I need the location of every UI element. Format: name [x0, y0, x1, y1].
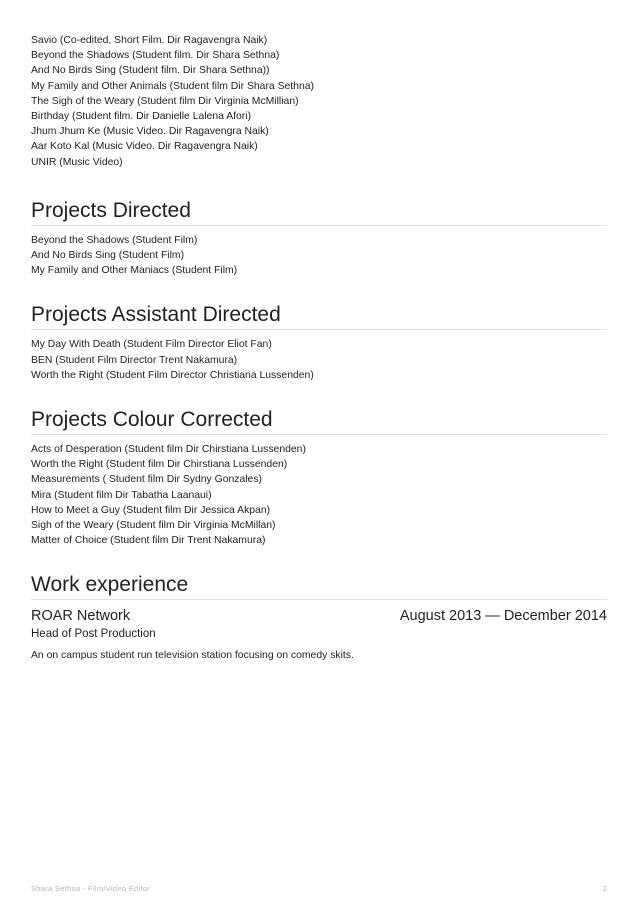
list-item: My Family and Other Maniacs (Student Film): [31, 265, 238, 277]
list-item: UNIR (Music Video): [31, 156, 123, 168]
assistant-directed-list: [31, 337, 607, 383]
footer-title: Shara Sethna - Film/Video Editor: [31, 884, 151, 893]
list-item: Beyond the Shadows (Student film. Dir Shara Sethna): [31, 50, 280, 62]
list-item: Worth the Right (Student film Dir Chirstiana Lussenden): [31, 459, 288, 471]
list-item: Matter of Choice (Student film Dir Trent Nakamura): [31, 535, 266, 547]
list-item: Mira (Student film Dir Tabatha Laanaui): [31, 489, 212, 501]
section-title: Work experience: [31, 573, 607, 600]
list-item: Savio (Co-edited, Short Film. Dir Ragavengra Naik): [31, 35, 268, 46]
list-item: Birthday (Student film. Dir Danielle Lalena Afori): [31, 111, 252, 123]
colour-corrected-list: [31, 442, 607, 548]
job-header: [31, 607, 607, 625]
list-item: Beyond the Shadows (Student Film): [31, 234, 198, 246]
list-item: My Family and Other Animals (Student film Dir Shara Sethna): [31, 80, 314, 92]
projects-directed-section: [31, 199, 607, 279]
job-dates: August 2013 — December 2014: [399, 608, 607, 625]
section-title: Projects Directed: [31, 199, 607, 226]
list-item: Jhum Jhum Ke (Music Video. Dir Ragavengra Naik): [31, 126, 269, 138]
job-company: ROAR Network: [31, 608, 131, 625]
page-number: 2: [602, 884, 607, 893]
list-item: Acts of Desperation (Student film Dir Chirstiana Lussenden): [31, 444, 306, 456]
list-item: Worth the Right (Student Film Director Christiana Lussenden): [31, 369, 314, 381]
work-experience-section: [31, 573, 607, 663]
projects-assistant-directed-section: [31, 303, 607, 383]
edited-projects-list: [31, 33, 607, 170]
page-footer: [31, 884, 607, 893]
list-item: And No Birds Sing (Student film. Dir Shara Sethna)): [31, 65, 270, 77]
section-title: Projects Assistant Directed: [31, 303, 607, 330]
directed-list: [31, 233, 607, 279]
list-item: Sigh of the Weary (Student film Dir Virginia McMillan): [31, 520, 276, 532]
projects-colour-corrected-section: [31, 408, 607, 548]
job-description: An on campus student run television station focusing on comedy skits.: [31, 650, 354, 662]
list-item: Measurements ( Student film Dir Sydny Gonzales): [31, 474, 262, 486]
list-item: How to Meet a Guy (Student film Dir Jessica Akpan): [31, 504, 271, 516]
list-item: And No Birds Sing (Student Film): [31, 250, 185, 262]
list-item: BEN (Student Film Director Trent Nakamura): [31, 354, 238, 366]
section-title: Projects Colour Corrected: [31, 408, 607, 435]
resume-page: [31, 0, 607, 663]
list-item: Aar Koto Kal (Music Video. Dir Ragavengra Naik): [31, 141, 258, 153]
job-role: Head of Post Production: [31, 628, 156, 641]
list-item: My Day With Death (Student Film Director Eliot Fan): [31, 339, 272, 351]
list-item: The Sigh of the Weary (Student film Dir Virginia McMillian): [31, 95, 299, 107]
